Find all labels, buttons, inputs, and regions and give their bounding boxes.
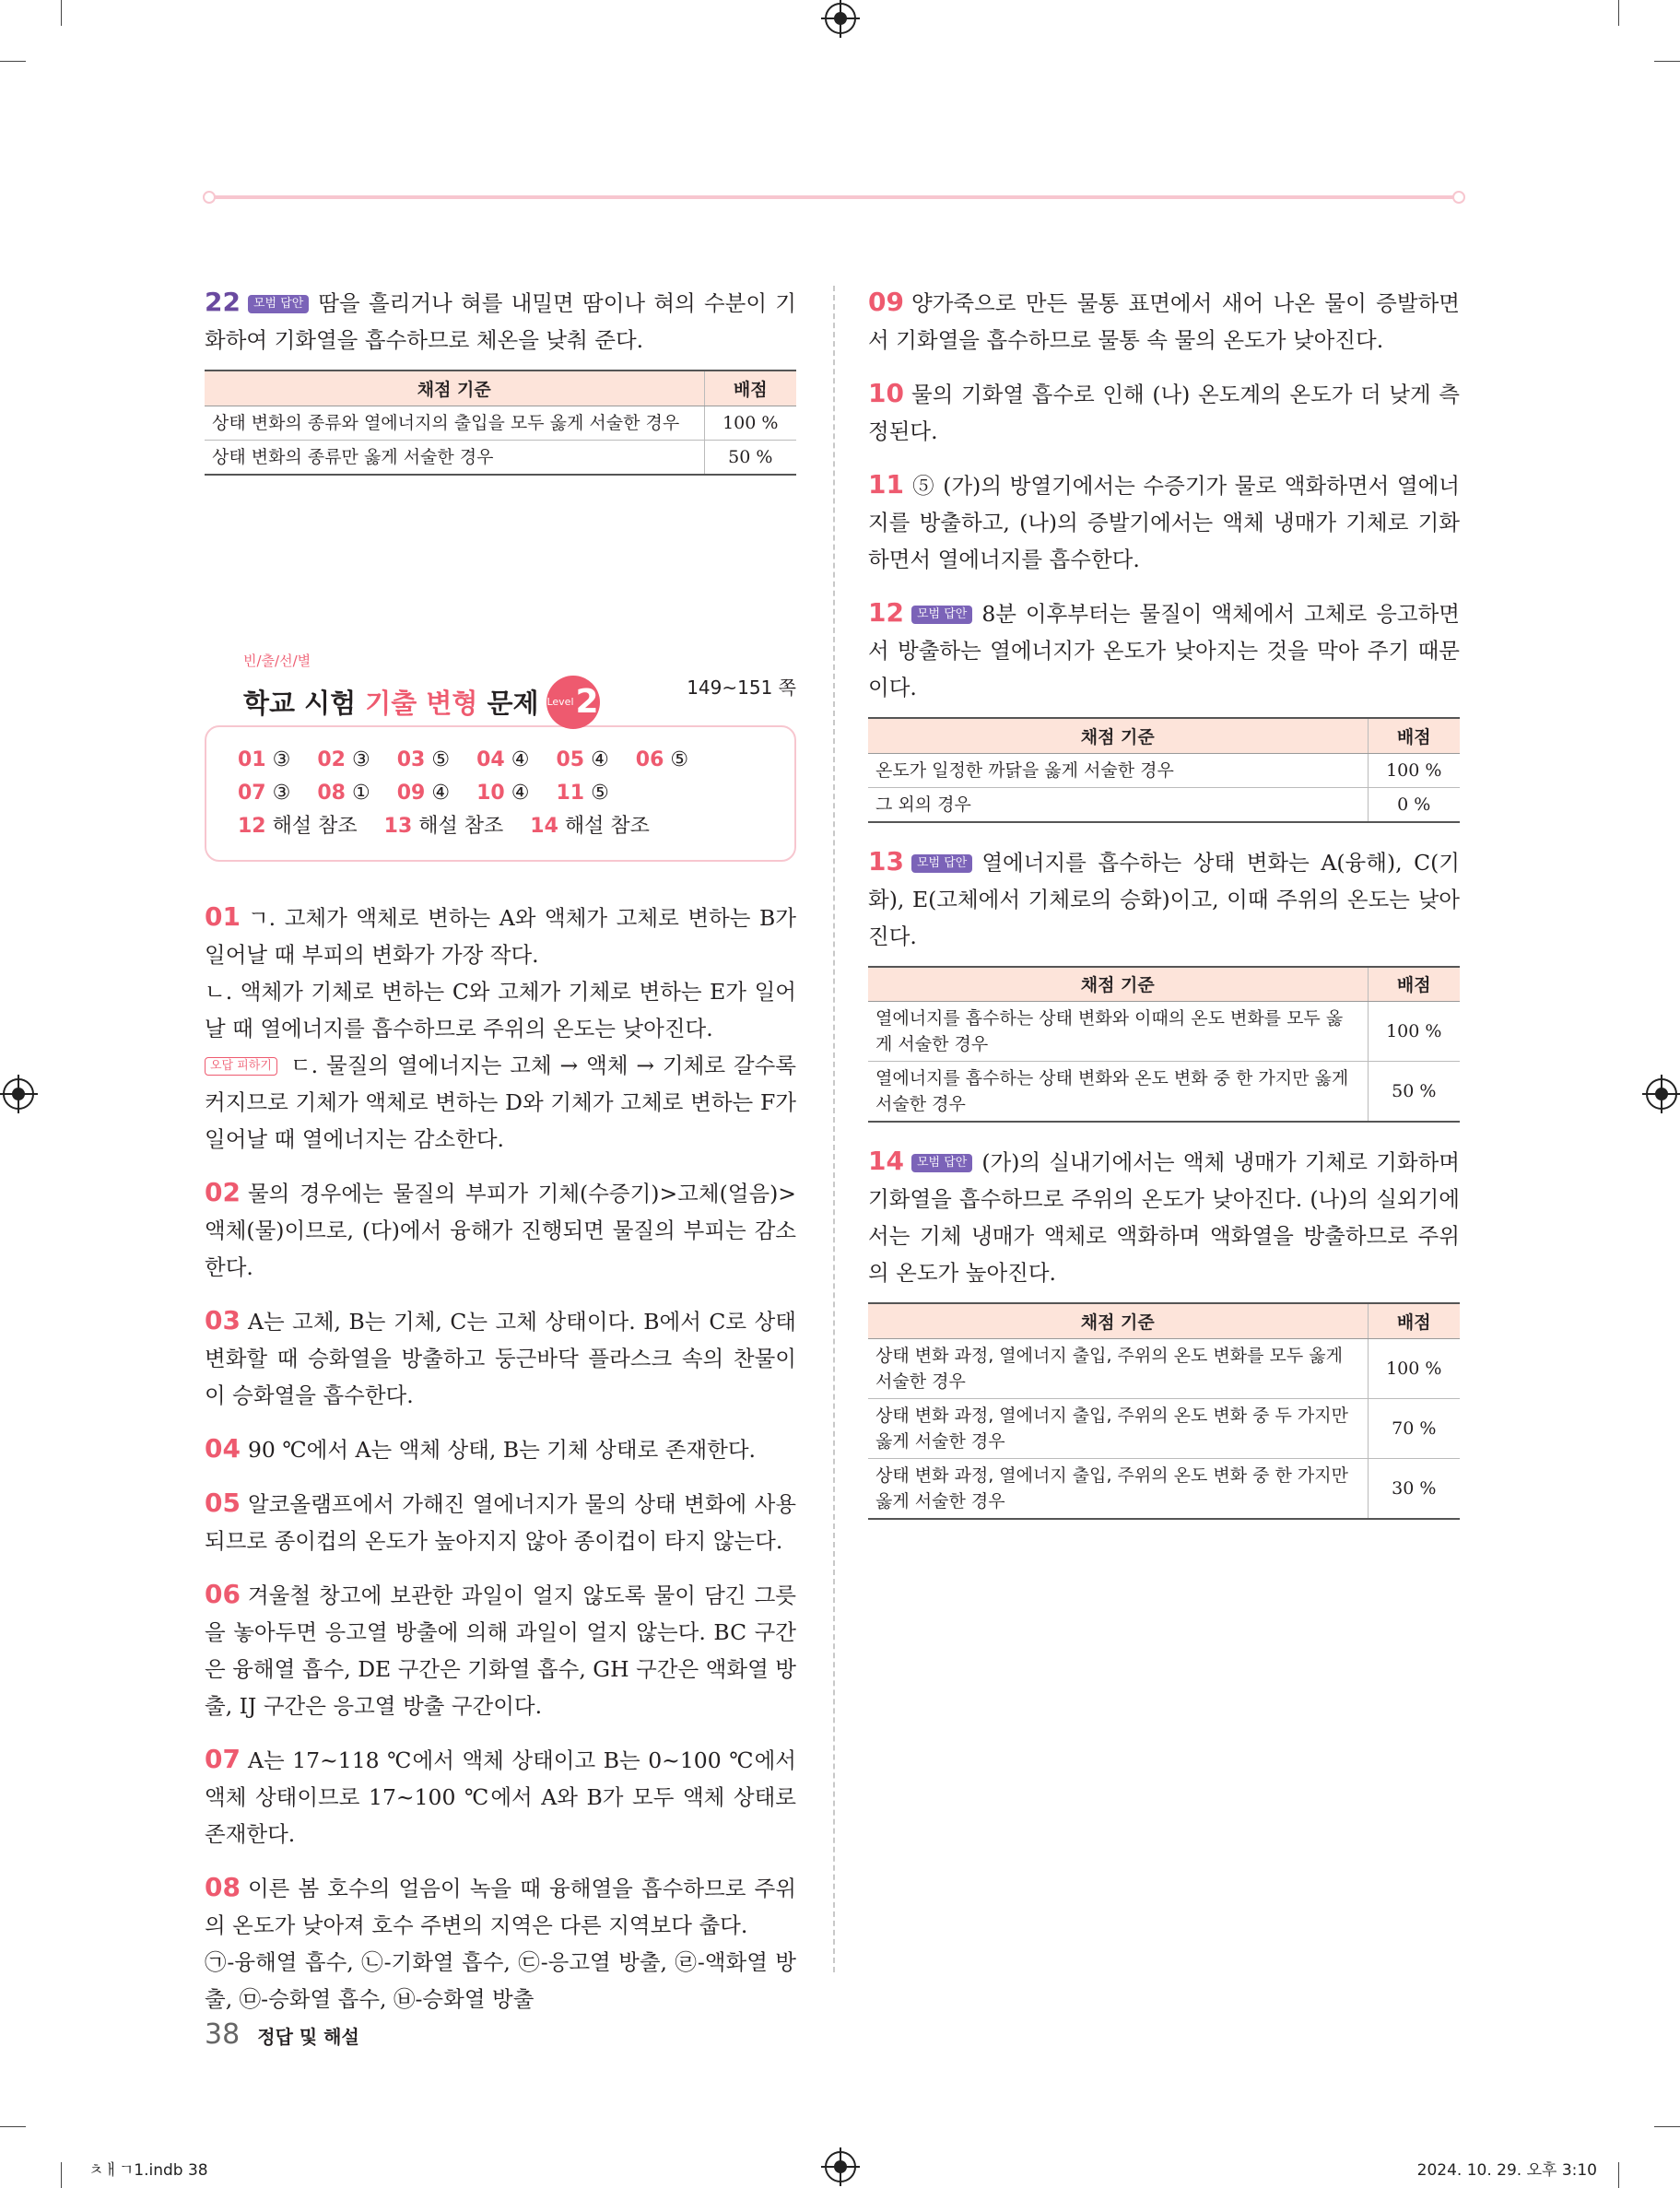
model-answer-badge: 모범 답안 bbox=[248, 295, 309, 313]
answer-text: A는 고체, B는 기체, C는 고체 상태이다. B에서 C로 상태 변화할 때 승화열을 방출하고 둥근바닥 플라스크 속의 찬물이 이 승화열을 흡수한다. bbox=[205, 1308, 796, 1408]
table-row bbox=[205, 440, 796, 475]
footer-label: 정답 및 해설 bbox=[257, 2026, 359, 2048]
answer-05 bbox=[205, 1485, 796, 1559]
criterion-cell: 상태 변화 과정, 열에너지 출입, 주위의 온도 변화 중 한 가지만 옳게 서술한 경우 bbox=[868, 1458, 1368, 1519]
answer-04 bbox=[205, 1430, 796, 1468]
criterion-cell: 온도가 일정한 까닭을 옳게 서술한 경우 bbox=[868, 753, 1368, 787]
criterion-cell: 상태 변화 과정, 열에너지 출입, 주위의 온도 변화 중 두 가지만 옳게 서술한 경우 bbox=[868, 1398, 1368, 1458]
question-number: 14 bbox=[868, 1146, 904, 1176]
answer-text: 물의 기화열 흡수로 인해 (나) 온도계의 온도가 더 낮게 측정된다. bbox=[868, 382, 1460, 444]
question-number: 22 bbox=[205, 287, 241, 317]
criterion-cell: 열에너지를 흡수하는 상태 변화와 이때의 온도 변화를 모두 옳게 서술한 경우 bbox=[868, 1002, 1368, 1062]
question-number: 09 bbox=[868, 287, 904, 317]
answer-06 bbox=[205, 1576, 796, 1724]
crop-mark bbox=[0, 61, 26, 62]
registration-mark-icon bbox=[1646, 1078, 1677, 1110]
crop-mark bbox=[61, 0, 62, 26]
answer-text: (가)의 실내기에서는 액체 냉매가 기체로 기화하며 기화열을 흡수하므로 주위의 온도가 낮아진다. (나)의 실외기에서는 기체 냉매가 액체로 액화하며 액화열을 방출하므로 주위의 온도가 높아진다. bbox=[868, 1149, 1460, 1286]
table-header: 채점 기준 bbox=[205, 371, 704, 406]
question-number: 04 bbox=[205, 1432, 241, 1464]
question-number: 01 bbox=[205, 900, 241, 932]
table-header: 채점 기준 bbox=[868, 718, 1368, 753]
question-number: 10 bbox=[868, 378, 904, 408]
table-row bbox=[868, 1062, 1460, 1123]
section-tag: 빈/출/선/별 bbox=[243, 652, 311, 669]
print-slug-file: ㅊㅐㄱ1.indb 38 bbox=[88, 2161, 208, 2180]
answer-key-item: 08 ① bbox=[317, 781, 370, 805]
page-number: 38 bbox=[205, 2018, 241, 2051]
criterion-cell: 상태 변화 과정, 열에너지 출입, 주위의 온도 변화를 모두 옳게 서술한 경우 bbox=[868, 1338, 1368, 1398]
answer-key-item: 01 ③ bbox=[238, 747, 291, 771]
print-slug-date: 2024. 10. 29. 오후 3:10 bbox=[1416, 2161, 1597, 2180]
answer-text: 물의 경우에는 물질의 부피가 기체(수증기)>고체(얼음)>액체(물)이므로, (다)에서 융해가 진행되면 물질의 부피는 감소한다. bbox=[205, 1180, 796, 1280]
question-number: 11 bbox=[868, 469, 904, 500]
answer-08 bbox=[205, 1869, 796, 2017]
answer-text: ㉠-융해열 흡수, ㉡-기화열 흡수, ㉢-응고열 방출, ㉣-액화열 방출, ㉤-승화열 흡수, ㉥-승화열 방출 bbox=[205, 1948, 796, 2012]
answer-12 bbox=[868, 594, 1460, 706]
answer-22 bbox=[205, 284, 796, 359]
question-number: 12 bbox=[868, 597, 904, 628]
criterion-cell: 그 외의 경우 bbox=[868, 787, 1368, 822]
table-header: 배점 bbox=[1368, 718, 1460, 753]
criterion-cell: 열에너지를 흡수하는 상태 변화와 온도 변화 중 한 가지만 옳게 서술한 경우 bbox=[868, 1062, 1368, 1123]
registration-mark-icon bbox=[825, 3, 856, 34]
column-divider bbox=[833, 286, 835, 1972]
header-rule bbox=[210, 195, 1458, 199]
answer-10 bbox=[868, 375, 1460, 450]
scoring-table-13 bbox=[868, 966, 1460, 1123]
scoring-table-12 bbox=[868, 717, 1460, 823]
answer-text: 열에너지를 흡수하는 상태 변화는 A(융해), C(기화), E(고체에서 기체로의 승화)이고, 이때 주위의 온도는 낮아진다. bbox=[868, 849, 1460, 949]
table-row bbox=[868, 1458, 1460, 1519]
scoring-table-22 bbox=[205, 370, 796, 476]
table-row bbox=[868, 753, 1460, 787]
crop-mark bbox=[1618, 0, 1619, 26]
answer-key-box bbox=[205, 725, 796, 862]
score-cell: 30 % bbox=[1392, 1477, 1437, 1499]
answer-text: 양가죽으로 만든 물통 표면에서 새어 나온 물이 증발하면서 기화열을 흡수하므로 물통 속 물의 온도가 낮아진다. bbox=[868, 290, 1460, 353]
answer-key-item: 11 ⑤ bbox=[556, 781, 609, 805]
answer-key-item: 09 ④ bbox=[396, 781, 451, 805]
table-header: 배점 bbox=[1368, 1303, 1460, 1338]
answer-07 bbox=[205, 1741, 796, 1853]
score-cell: 100 % bbox=[704, 406, 796, 440]
answer-text: 90 ℃에서 A는 액체 상태, B는 기체 상태로 존재한다. bbox=[247, 1436, 757, 1463]
crop-mark bbox=[1654, 61, 1680, 62]
exam-section bbox=[205, 651, 796, 862]
crop-mark bbox=[1618, 2162, 1619, 2188]
criterion-cell: 상태 변화의 종류만 옳게 서술한 경우 bbox=[205, 440, 704, 475]
answer-key-item: 05 ④ bbox=[556, 747, 609, 771]
answer-key-item: 07 ③ bbox=[238, 781, 291, 805]
table-row bbox=[868, 1398, 1460, 1458]
model-answer-badge: 모범 답안 bbox=[911, 1154, 972, 1172]
answer-text: 이른 봄 호수의 얼음이 녹을 때 융해열을 흡수하므로 주위의 온도가 낮아져 호수 주변의 지역은 다른 지역보다 춥다. bbox=[205, 1875, 796, 1938]
crop-mark bbox=[61, 2162, 62, 2188]
answer-key-item: 13 해설 참조 bbox=[383, 814, 504, 838]
answer-key-item: 12 해설 참조 bbox=[238, 814, 358, 838]
table-row bbox=[868, 1338, 1460, 1398]
table-header: 배점 bbox=[704, 371, 796, 406]
question-number: 05 bbox=[205, 1487, 241, 1518]
model-answer-badge: 모범 답안 bbox=[911, 854, 972, 873]
answer-key-item: 14 해설 참조 bbox=[530, 814, 650, 838]
answer-key-item: 02 ③ bbox=[317, 747, 370, 771]
table-row bbox=[868, 787, 1460, 822]
answer-key-item: 03 ⑤ bbox=[396, 747, 451, 771]
answer-key-item: 06 ⑤ bbox=[635, 747, 689, 771]
crop-mark bbox=[1654, 2126, 1680, 2127]
answer-text: ⑤ (가)의 방열기에서는 수증기가 물로 액화하면서 열에너지를 방출하고, (나)의 증발기에서는 액체 냉매가 기체로 기화하면서 열에너지를 흡수한다. bbox=[868, 473, 1460, 572]
answer-text: ㄱ. 고체가 액체로 변하는 A와 액체가 고체로 변하는 B가 일어날 때 부피의 변화가 가장 작다. bbox=[205, 904, 796, 968]
answer-02 bbox=[205, 1174, 796, 1286]
registration-mark-icon bbox=[3, 1078, 34, 1110]
answer-text: 겨울철 창고에 보관한 과일이 얼지 않도록 물이 담긴 그릇을 놓아두면 응고열 방출에 의해 과일이 얼지 않는다. BC 구간은 융해열 흡수, DE 구간은 기화열 흡수, GH 구간은 액화열 방출, IJ 구간은 응고열 방출 구간이다. bbox=[205, 1582, 796, 1719]
left-column bbox=[205, 284, 796, 2034]
answer-09 bbox=[868, 284, 1460, 359]
table-header: 채점 기준 bbox=[868, 1303, 1368, 1338]
question-number: 06 bbox=[205, 1578, 241, 1609]
crop-mark bbox=[0, 2126, 26, 2127]
answer-key-item: 10 ④ bbox=[476, 781, 530, 805]
table-row bbox=[868, 1002, 1460, 1062]
answer-text: 알코올램프에서 가해진 열에너지가 물의 상태 변화에 사용되므로 종이컵의 온도가 높아지지 않아 종이컵이 타지 않는다. bbox=[205, 1490, 796, 1554]
question-number: 02 bbox=[205, 1176, 241, 1207]
registration-mark-icon bbox=[825, 2151, 856, 2182]
page-footer bbox=[205, 2018, 359, 2051]
criterion-cell: 상태 변화의 종류와 열에너지의 출입을 모두 옳게 서술한 경우 bbox=[205, 406, 704, 440]
answer-text: A는 17~118 ℃에서 액체 상태이고 B는 0~100 ℃에서 액체 상태이므로 17~100 ℃에서 A와 B가 모두 액체 상태로 존재한다. bbox=[205, 1747, 796, 1847]
question-number: 03 bbox=[205, 1304, 241, 1335]
table-row bbox=[205, 406, 796, 440]
question-number: 08 bbox=[205, 1871, 241, 1902]
table-header: 배점 bbox=[1368, 967, 1460, 1002]
score-cell: 0 % bbox=[1397, 794, 1431, 815]
score-cell: 70 % bbox=[1368, 1398, 1460, 1458]
question-number: 13 bbox=[868, 845, 904, 876]
answer-13 bbox=[868, 843, 1460, 955]
question-number: 07 bbox=[205, 1743, 241, 1774]
score-cell: 50 % bbox=[728, 446, 773, 467]
right-column bbox=[868, 284, 1460, 1540]
model-answer-badge: 모범 답안 bbox=[911, 606, 972, 624]
answer-text: 땀을 흘리거나 혀를 내밀면 땀이나 혀의 수분이 기화하여 기화열을 흡수하므로 체온을 낮춰 준다. bbox=[205, 290, 796, 353]
answer-01 bbox=[205, 899, 796, 1158]
score-cell: 100 % bbox=[1368, 753, 1460, 787]
answer-11 bbox=[868, 466, 1460, 578]
table-header: 채점 기준 bbox=[868, 967, 1368, 1002]
level-badge: Level 2 bbox=[546, 676, 600, 729]
page-range: 149~151 쪽 bbox=[687, 676, 796, 699]
answer-03 bbox=[205, 1302, 796, 1414]
score-cell: 100 % bbox=[1368, 1338, 1460, 1398]
score-cell: 100 % bbox=[1368, 1002, 1460, 1062]
answer-14 bbox=[868, 1143, 1460, 1291]
answer-text: 8분 이후부터는 물질이 액체에서 고체로 응고하면서 방출하는 열에너지가 온도가 낮아지는 것을 막아 주기 때문이다. bbox=[868, 601, 1460, 700]
score-cell: 50 % bbox=[1392, 1081, 1437, 1101]
avoid-mistake-badge: 오답 피하기 bbox=[205, 1057, 277, 1076]
answer-text: ㄷ. 물질의 열에너지는 고체 → 액체 → 기체로 갈수록 커지므로 기체가 액체로 변하는 D와 기체가 고체로 변하는 F가 일어날 때 열에너지는 감소한다. bbox=[205, 1052, 796, 1152]
section-title: 학교 시험 기출 변형 문제 bbox=[243, 688, 539, 719]
answer-key-item: 04 ④ bbox=[476, 747, 530, 771]
scoring-table-14 bbox=[868, 1302, 1460, 1520]
answer-text: ㄴ. 액체가 기체로 변하는 C와 고체가 기체로 변하는 E가 일어날 때 열에너지를 흡수하므로 주위의 온도는 낮아진다. bbox=[205, 978, 796, 1041]
